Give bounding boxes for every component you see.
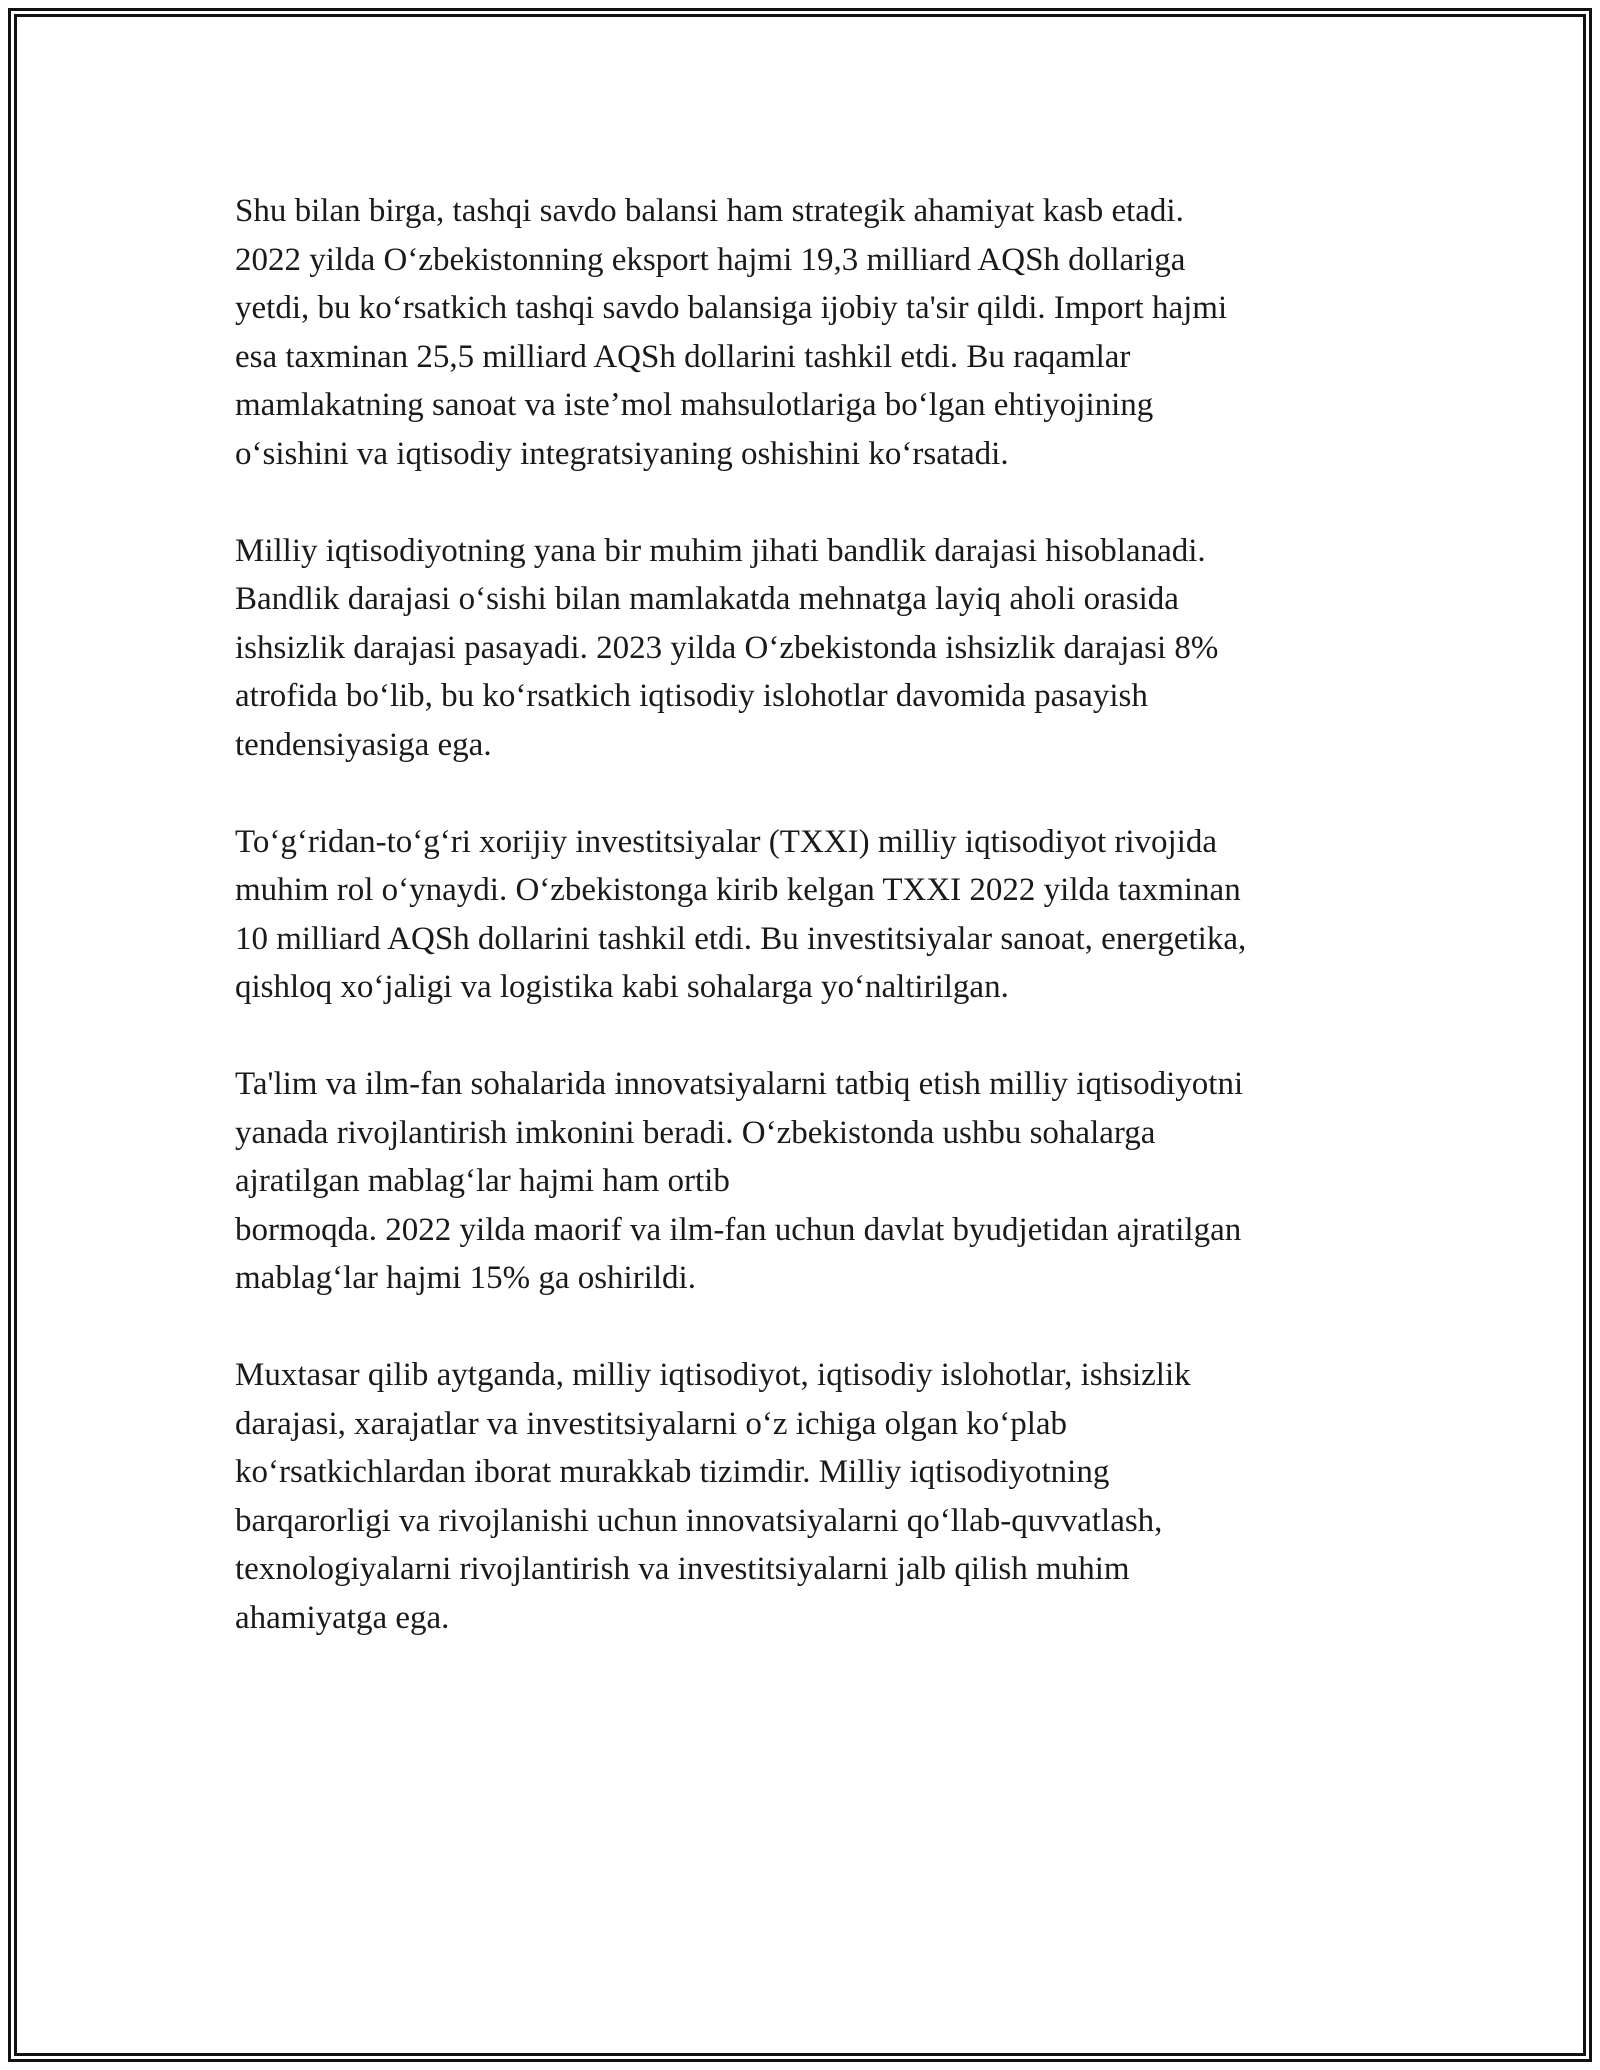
paragraph-trade-balance: Shu bilan birga, tashqi savdo balansi ham strategik ahamiyat kasb etadi. 2022 yilda Oʻzbekistonning eksport hajmi 19,3 milliard AQSh dollariga yetdi, bu koʻrsatkich tashqi savdo balansiga ijobiy ta'sir qildi. Import hajmi esa taxminan 25,5 milliard AQSh dollarini tashkil etdi. Bu raqamlar mamlakatning sanoat va isteʼmol mahsulotlariga boʻlgan ehtiyojining oʻsishini va iqtisodiy integratsiyaning oshishini koʻrsatadi. bbox=[235, 193, 1228, 472]
paragraph-foreign-investment: Toʻgʻridan-toʻgʻri xorijiy investitsiyalar (TXXI) milliy iqtisodiyot rivojida muhim rol oʻynaydi. Oʻzbekistonga kirib kelgan TXXI 2022 yilda taxminan 10 milliard AQSh dollarini tashkil etdi. Bu investitsiyalar sanoat, energetika, qishloq xoʻjaligi va logistika kabi sohalarga yoʻnaltirilgan. bbox=[235, 823, 1247, 1005]
paragraph-employment: Milliy iqtisodiyotning yana bir muhim jihati bandlik darajasi hisoblanadi. Bandlik darajasi oʻsishi bilan mamlakatda mehnatga layiq aholi orasida ishsizlik darajasi pasayadi. 2023 yilda Oʻzbekistonda ishsizlik darajasi 8% atrofida boʻlib, bu koʻrsatkich iqtisodiy islohotlar davomida pasayish tendensiyasiga ega. bbox=[235, 532, 1219, 763]
paragraph-conclusion: Muxtasar qilib aytganda, milliy iqtisodiyot, iqtisodiy islohotlar, ishsizlik darajasi, xarajatlar va investitsiyalarni oʻz ichiga olgan koʻplab koʻrsatkichlardan iborat murakkab tizimdir. Milliy iqtisodiyotning barqarorligi va rivojlanishi uchun innovatsiyalarni qoʻllab-quvvatlash, texnologiyalarni rivojlantirish va investitsiyalarni jalb qilish muhim ahamiyatga ega. bbox=[235, 1357, 1191, 1636]
document-body bbox=[235, 187, 1375, 1691]
paragraph-education-science: Ta'lim va ilm-fan sohalarida innovatsiyalarni tatbiq etish milliy iqtisodiyotni yanada rivojlantirish imkonini beradi. Oʻzbekistonda ushbu sohalarga ajratilgan mablagʻlar hajmi ham ortib bormoqda. 2022 yilda maorif va ilm-fan uchun davlat byudjetidan ajratilgan mablagʻlar hajmi 15% ga oshirildi. bbox=[235, 1066, 1244, 1296]
